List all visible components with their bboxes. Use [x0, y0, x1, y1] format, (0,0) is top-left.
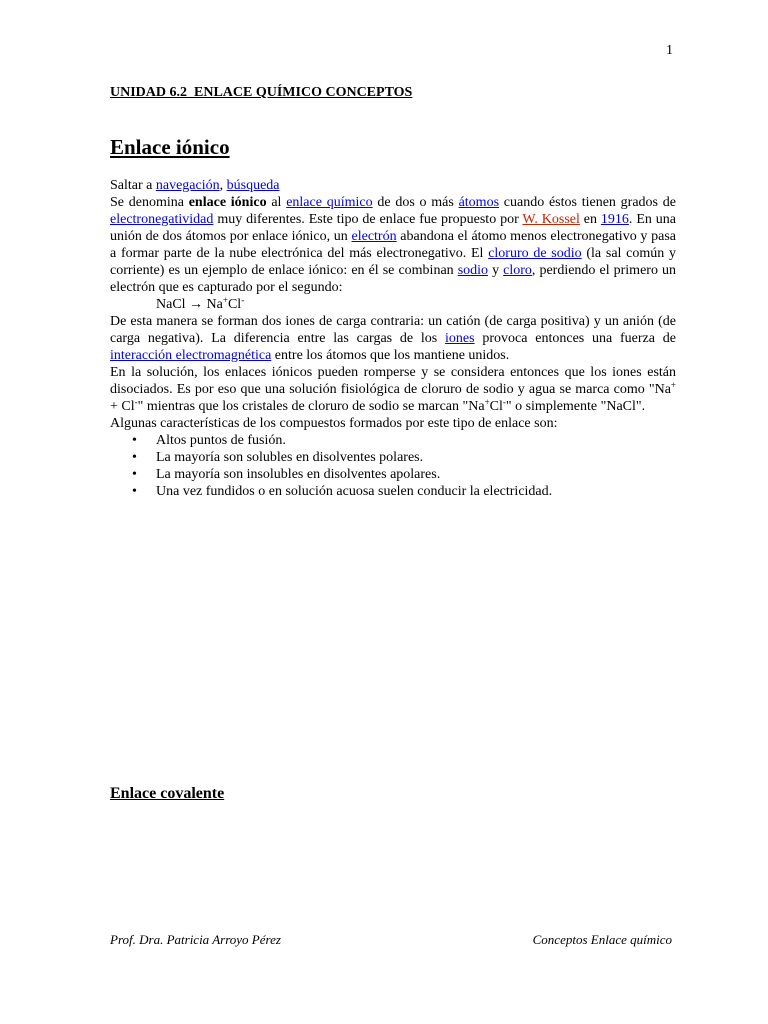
link-electron[interactable]: electrón — [351, 229, 397, 244]
navigation-link[interactable]: navegación — [155, 178, 220, 193]
link-iones[interactable]: iones — [445, 331, 475, 346]
search-link[interactable]: búsqueda — [226, 178, 280, 193]
paragraph-definition — [110, 194, 676, 296]
paragraph-ions — [110, 313, 676, 364]
formula-nacl — [110, 296, 676, 313]
skip-prefix: Saltar a — [110, 178, 156, 193]
paragraph-solution — [110, 364, 676, 415]
text-run: " o simplemente "NaCl". — [505, 399, 646, 414]
link-w-kossel[interactable]: W. Kossel — [522, 212, 580, 227]
charge: + — [670, 380, 676, 390]
formula-charge: + — [222, 295, 228, 305]
page-number: 1 — [666, 43, 673, 58]
ionic-bond-body — [110, 177, 676, 500]
text-run: entre los átomos que los mantiene unidos. — [271, 348, 510, 363]
list-item: • La mayoría son solubles en disolventes polares. — [156, 449, 676, 466]
term-enlace-ionico: enlace iónico — [188, 195, 267, 210]
text-run: , perdiendo el primero un electrón que es capturado por el segundo: — [110, 263, 676, 295]
text-run: . En una unión de dos átomos por enlace iónico, un — [110, 212, 676, 244]
text-run: abandona el átomo menos electronegativo y pasa a formar parte de la nube electrónica del más electronegativo. El — [110, 229, 676, 261]
footer-topic: Conceptos Enlace químico — [532, 932, 672, 947]
text-run: " mientras que los cristales de cloruro de sodio se marcan "Na — [137, 399, 485, 414]
text-run: + Cl — [110, 399, 135, 414]
heading-enlace-covalente: Enlace covalente — [110, 785, 225, 802]
formula-part: Cl — [227, 297, 242, 312]
skip-separator: , — [219, 178, 227, 193]
link-atomos[interactable]: átomos — [458, 195, 500, 210]
charge: + — [484, 397, 490, 407]
properties-list — [110, 432, 676, 500]
formula-part: NaCl → Na — [156, 297, 223, 312]
link-cloruro-de-sodio[interactable]: cloruro de sodio — [488, 246, 582, 261]
unit-title: UNIDAD 6.2 ENLACE QUÍMICO CONCEPTOS — [110, 85, 413, 100]
charge: - — [134, 397, 138, 407]
text-run: de dos o más — [372, 195, 459, 210]
text-run: en — [579, 212, 601, 227]
link-electronegatividad[interactable]: electronegatividad — [110, 212, 214, 227]
text-run: (la sal común y corriente) es un ejemplo de enlace iónico: en él se combinan — [110, 246, 676, 278]
text-run: Se denomina — [110, 195, 189, 210]
heading-enlace-ionico: Enlace iónico — [110, 135, 230, 159]
text-run: provoca entonces una fuerza de — [474, 331, 676, 346]
text-run: y — [488, 263, 504, 278]
link-sodio[interactable]: sodio — [457, 263, 489, 278]
formula-charge: - — [241, 295, 245, 305]
link-1916[interactable]: 1916 — [600, 212, 629, 227]
text-run: Cl — [489, 399, 503, 414]
text-run: muy diferentes. Este tipo de enlace fue propuesto por — [213, 212, 523, 227]
skip-links — [110, 177, 676, 194]
text-run: al — [266, 195, 287, 210]
link-interaccion-electromagnetica[interactable]: interacción electromagnética — [110, 348, 272, 363]
link-cloro[interactable]: cloro — [503, 263, 532, 278]
footer-author: Prof. Dra. Patricia Arroyo Pérez — [110, 932, 281, 947]
link-enlace-quimico[interactable]: enlace químico — [286, 195, 373, 210]
list-item: • Altos puntos de fusión. — [156, 432, 676, 449]
charge: - — [502, 397, 506, 407]
text-run: De esta manera se forman dos iones de carga contraria: un catión (de carga positiva) y un anión (de carga negativa). La diferencia entre las cargas de los — [110, 314, 676, 346]
paragraph-characteristics: Algunas características de los compuestos formados por este tipo de enlace son: — [110, 416, 558, 431]
text-run: cuando éstos tienen grados de — [499, 195, 676, 210]
list-item: • La mayoría son insolubles en disolventes apolares. — [156, 466, 676, 483]
text-run: En la solución, los enlaces iónicos pueden romperse y se considera entonces que los iones están disociados. Es por eso que una solución fisiológica de cloruro de sodio y agua se marca como "Na — [110, 365, 676, 397]
list-item: • Una vez fundidos o en solución acuosa suelen conducir la electricidad. — [156, 483, 676, 500]
